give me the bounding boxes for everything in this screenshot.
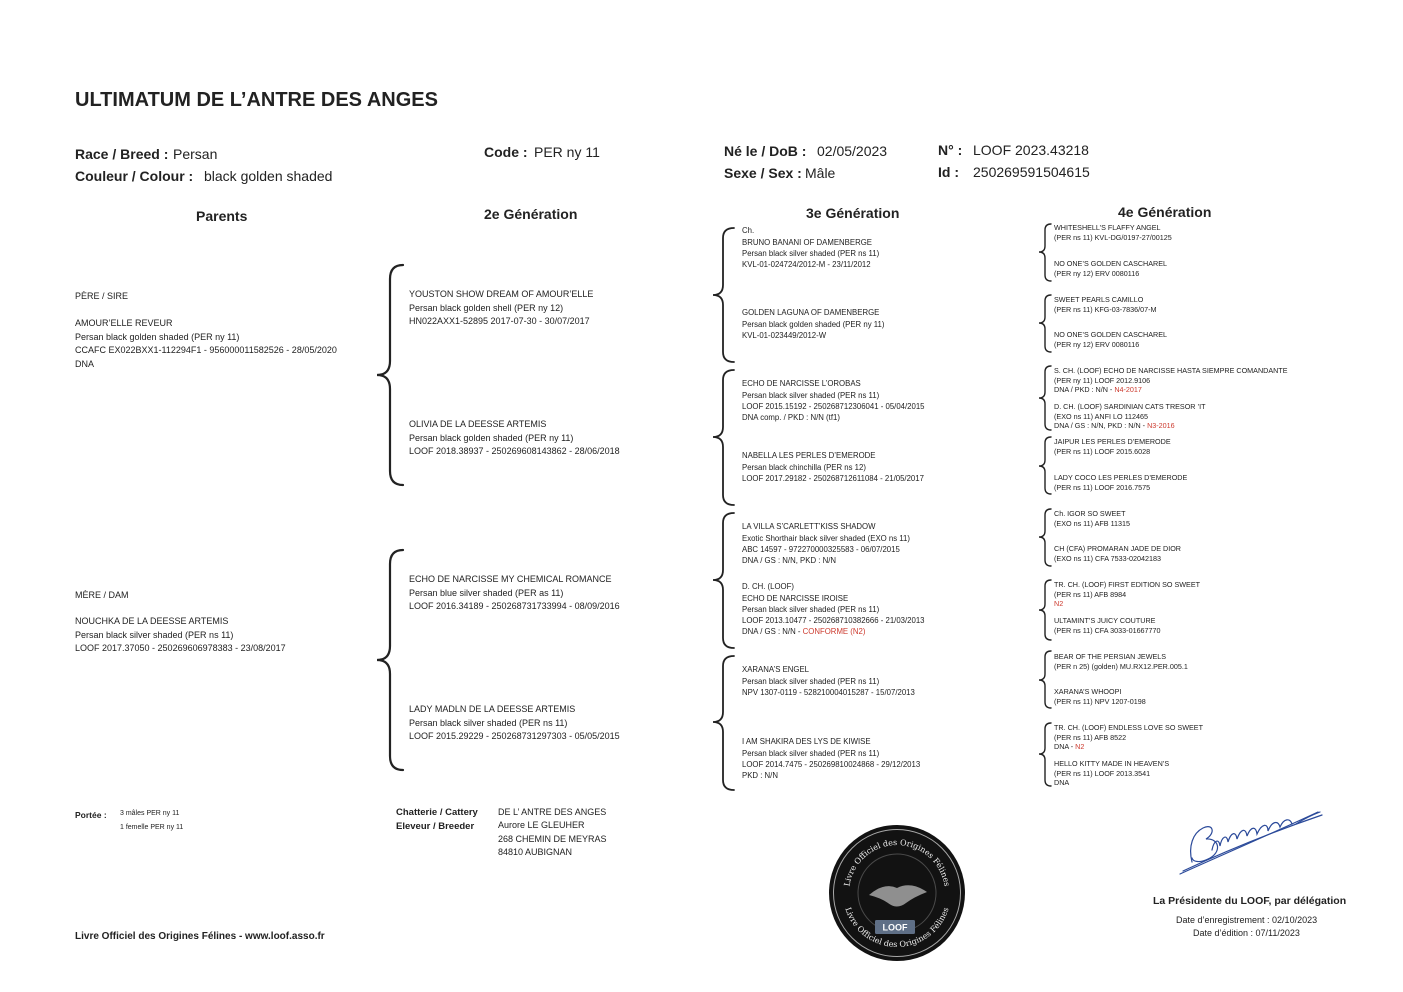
pedigree-line: NABELLA LES PERLES D’EMERODE — [742, 451, 876, 461]
registration-date: Date d’enregistrement : 02/10/2023 — [1176, 914, 1318, 925]
pedigree-line: TR. CH. (LOOF) FIRST EDITION SO SWEET — [1054, 580, 1201, 590]
gen3-entry — [742, 736, 920, 781]
pedigree-line: (PER ns 11) KVL-DG/0197-27/00125 — [1054, 232, 1172, 242]
pedigree-line: CCAFC EX022BXX1-112294F1 - 956000011582526 - 28/05/2020 — [75, 345, 337, 355]
header-generation-4: 4e Génération — [1118, 204, 1212, 220]
pedigree-line — [1054, 421, 1205, 430]
pedigree-line: NO ONE’S GOLDEN CASCHAREL — [1054, 259, 1168, 269]
dna-status-note: CONFORME (N2) — [802, 627, 866, 637]
pedigree-line: (PER ns 11) CFA 3033-01667770 — [1054, 625, 1161, 635]
pedigree-line: Aurore LE GLEUHER — [498, 820, 585, 831]
pedigree-line: LOOF 2018.38937 - 250269608143862 - 28/06/2018 — [409, 446, 620, 456]
bracket — [1039, 580, 1051, 640]
pedigree-line: Persan black golden shaded (PER ny 11) — [409, 432, 574, 443]
signatory-caption: La Présidente du LOOF, par délégation — [1153, 895, 1347, 907]
pedigree-line: Persan black silver shaded (PER ns 11) — [409, 717, 568, 728]
gen3-entry — [742, 378, 925, 423]
pedigree-line: CH (CFA) PROMARAN JADE DE DIOR — [1054, 544, 1181, 554]
gen3-entry — [742, 307, 884, 341]
bracket — [713, 228, 734, 362]
pedigree-line: (PER ny 12) ERV 0080116 — [1054, 339, 1140, 349]
bracket — [1039, 437, 1051, 494]
sex-label: Sexe / Sex : — [724, 165, 802, 181]
colour-value: black golden shaded — [204, 168, 333, 184]
gen4-entry — [1054, 330, 1167, 348]
pedigree-line: (EXO ns 11) CFA 7533-02042183 — [1054, 553, 1161, 563]
pedigree-line: (PER ns 11) AFB 8984 — [1054, 589, 1127, 599]
edition-date: Date d’édition : 07/11/2023 — [1193, 927, 1300, 938]
pedigree-line: DE L’ ANTRE DES ANGES — [498, 807, 607, 817]
pedigree-line: LOOF 2014.7475 - 250269810024868 - 29/12/2013 — [742, 759, 921, 769]
pedigree-line: (EXO ns 11) AFB 11315 — [1054, 518, 1131, 528]
dna-status-note: N4-2017 — [1114, 384, 1142, 394]
pedigree-line — [1054, 385, 1288, 394]
pedigree-line: SWEET PEARLS CAMILLO — [1054, 295, 1144, 305]
pedigree-line: (PER ns 11) LOOF 2015.6028 — [1054, 446, 1151, 456]
pedigree-line: LOOF 2013.10477 - 250268710382666 - 21/03/2013 — [742, 616, 925, 625]
pedigree-line: Persan black golden shell (PER ny 12) — [409, 302, 564, 313]
pedigree-line: Persan black silver shaded (PER ns 11) — [75, 629, 234, 640]
sire-block — [75, 317, 337, 371]
gen2-entry — [409, 703, 620, 744]
pedigree-line: TR. CH. (LOOF) ENDLESS LOVE SO SWEET — [1054, 723, 1203, 733]
pedigree-line: ECHO DE NARCISSE L’OROBAS — [742, 379, 861, 389]
pedigree-line: Persan black silver shaded (PER ns 11) — [742, 390, 880, 400]
seal-text-bottom: Livre Officiel des Origines Félines — [843, 906, 951, 950]
gen2-entry — [409, 288, 593, 329]
dob-value: 02/05/2023 — [817, 143, 888, 159]
colour-label: Couleur / Colour : — [75, 168, 194, 184]
line-text: DNA - — [1054, 741, 1076, 751]
registration-number-value: LOOF 2023.43218 — [973, 142, 1089, 158]
pedigree-line: Ch. — [742, 226, 755, 236]
code-label: Code : — [484, 144, 528, 160]
pedigree-line: Exotic Shorthair black silver shaded (EXO ns 11) — [742, 533, 910, 543]
header-generation-3: 3e Génération — [806, 205, 900, 221]
pedigree-line: HN022AXX1-52895 2017-07-30 - 30/07/2017 — [409, 316, 590, 326]
pedigree-line: LOOF 2015.29229 - 250268731297303 - 05/05/2015 — [409, 731, 620, 741]
registration-number-label: N° : — [938, 142, 963, 158]
bracket — [713, 370, 734, 505]
pedigree-line: Persan black golden shaded (PER ny 11) — [742, 319, 885, 329]
pedigree-line: D. CH. (LOOF) SARDINIAN CATS TRESOR ’IT — [1054, 402, 1206, 412]
pedigree-line: (PER ns 11) NPV 1207-0198 — [1054, 696, 1146, 706]
breeder-label: Eleveur / Breeder — [396, 821, 475, 832]
loof-seal — [829, 825, 965, 961]
breed-label: Race / Breed : — [75, 146, 169, 162]
header-parents: Parents — [196, 208, 248, 224]
pedigree-line: LOOF 2017.37050 - 250269606978383 - 23/08/2017 — [75, 643, 286, 653]
pedigree-line: Persan black chinchilla (PER ns 12) — [742, 462, 866, 472]
pedigree-line: (PER n 25) (golden) MU.RX12.PER.005.1 — [1054, 661, 1188, 671]
pedigree-line: DNA / GS : N/N, PKD : N/N — [742, 556, 837, 565]
dam-role: MÈRE / DAM — [75, 590, 129, 600]
bracket — [377, 265, 403, 485]
litter-block — [120, 807, 183, 835]
seal-text-top: Livre Officiel des Origines Félines — [842, 837, 952, 888]
gen3-entry — [742, 225, 879, 270]
pedigree-line: GOLDEN LAGUNA OF DAMENBERGE — [742, 308, 880, 318]
pedigree-line: LADY MADLN DE LA DEESSE ARTEMIS — [409, 704, 576, 714]
pedigree-line: JAIPUR LES PERLES D’EMERODE — [1054, 437, 1171, 447]
pedigree-line: I AM SHAKIRA DES LYS DE KIWISE — [742, 737, 871, 747]
pedigree-line: ECHO DE NARCISSE MY CHEMICAL ROMANCE — [409, 574, 612, 584]
gen4-entry — [1054, 616, 1161, 634]
pedigree-line — [742, 626, 925, 637]
pedigree-line: WHITESHELL’S FLAFFY ANGEL — [1054, 223, 1161, 233]
breed-value: Persan — [173, 146, 218, 162]
bracket — [713, 656, 734, 790]
pedigree-line: NO ONE’S GOLDEN CASCHAREL — [1054, 330, 1168, 340]
gen4-entry — [1054, 544, 1181, 562]
pedigree-line: Persan black silver shaded (PER ns 11) — [742, 248, 880, 258]
gen3-entry — [742, 450, 924, 484]
dam-block — [75, 615, 286, 656]
pedigree-line: AMOUR’ELLE REVEUR — [75, 318, 173, 328]
pedigree-line: NPV 1307-0119 - 528210004015287 - 15/07/2013 — [742, 687, 915, 697]
gen2-entry — [409, 418, 620, 459]
bracket — [1039, 509, 1051, 566]
line-text: DNA / GS : N/N, PKD : N/N - — [1054, 420, 1148, 430]
pedigree-line: 1 femelle PER ny 11 — [120, 824, 184, 831]
bracket — [713, 513, 734, 648]
gen4-entry — [1054, 687, 1146, 705]
breeder-block — [498, 806, 607, 860]
gen3-entry — [742, 664, 915, 698]
bracket — [1039, 224, 1051, 281]
pedigree-line: BRUNO BANANI OF DAMENBERGE — [742, 237, 872, 247]
litter-label: Portée : — [75, 810, 107, 820]
chip-id-label: Id : — [938, 164, 959, 180]
pedigree-line: Persan black silver shaded (PER ns 11) — [742, 748, 880, 758]
pedigree-line: Persan black golden shaded (PER ny 11) — [75, 331, 240, 342]
pedigree-line: (PER ns 11) AFB 8522 — [1054, 732, 1127, 742]
dna-status-note: N2 — [1075, 741, 1085, 751]
gen4-entry — [1054, 366, 1288, 394]
cattery-labels — [396, 806, 478, 834]
pedigree-line: OLIVIA DE LA DEESSE ARTEMIS — [409, 419, 547, 429]
pedigree-line: Ch. IGOR SO SWEET — [1054, 509, 1126, 519]
seal-graphic — [829, 825, 965, 961]
bracket — [1039, 723, 1051, 786]
pedigree-line: DNA comp. / PKD : N/N (tf1) — [742, 413, 840, 422]
pedigree-line — [1054, 599, 1200, 608]
pedigree-line: (EXO ns 11) ANFI LO 112465 — [1054, 411, 1149, 421]
pedigree-line: D. CH. (LOOF) — [742, 582, 794, 592]
bracket — [1039, 295, 1051, 352]
pedigree-line: KVL-01-024724/2012-M - 23/11/2012 — [742, 260, 871, 269]
loof-logo: LOOF — [882, 922, 908, 933]
pedigree-line: ABC 14597 - 972270000325583 - 06/07/2015 — [742, 544, 900, 554]
footer-text: Livre Officiel des Origines Félines - www.loof.asso.fr — [75, 931, 325, 942]
gen4-entry — [1054, 223, 1172, 241]
pedigree-line: LOOF 2016.34189 - 250268731733994 - 08/09/2016 — [409, 601, 620, 611]
gen4-entry — [1054, 580, 1200, 608]
pedigree-line: Persan black silver shaded (PER ns 11) — [742, 676, 880, 686]
pedigree-line: (PER ny 11) LOOF 2012.9106 — [1054, 375, 1151, 385]
pedigree-line: S. CH. (LOOF) ECHO DE NARCISSE HASTA SIEMPRE COMANDANTE — [1054, 366, 1288, 376]
bracket — [1039, 366, 1051, 430]
gen4-entry — [1054, 509, 1130, 527]
pedigree-line: PKD : N/N — [742, 771, 778, 780]
gen4-entry — [1054, 473, 1187, 491]
pedigree-line: (PER ns 11) LOOF 2016.7575 — [1054, 482, 1151, 492]
pedigree-line: (PER ns 11) LOOF 2013.3541 — [1054, 768, 1151, 778]
chip-id-value: 250269591504615 — [973, 164, 1090, 180]
gen4-entry — [1054, 402, 1205, 430]
pedigree-line: YOUSTON SHOW DREAM OF AMOUR’ELLE — [409, 289, 594, 299]
pedigree-line: KVL-01-023449/2012-W — [742, 330, 827, 340]
gen4-entry — [1054, 652, 1188, 670]
page-title: ULTIMATUM DE L’ANTRE DES ANGES — [75, 89, 438, 111]
bracket — [1039, 651, 1051, 708]
pedigree-line: (PER ny 12) ERV 0080116 — [1054, 268, 1140, 278]
gen3-entry — [742, 521, 910, 566]
dna-status-note: N2 — [1054, 598, 1064, 608]
sex-value: Mâle — [805, 165, 836, 181]
line-text: DNA / GS : N/N - — [742, 627, 803, 637]
pedigree-line: Persan black silver shaded (PER ns 11) — [742, 604, 880, 614]
pedigree-line: LOOF 2015.15192 - 250268712306041 - 05/04/2015 — [742, 401, 925, 411]
line-text: DNA / PKD : N/N - — [1054, 384, 1115, 394]
sire-role: PÈRE / SIRE — [75, 291, 129, 301]
gen4-entry — [1054, 259, 1167, 277]
gen2-entry — [409, 573, 620, 614]
pedigree-line: DNA — [75, 358, 95, 369]
cattery-label: Chatterie / Cattery — [396, 807, 478, 818]
gen4-entry — [1054, 437, 1171, 455]
pedigree-line: LOOF 2017.29182 - 250268712611084 - 21/05/2017 — [742, 473, 924, 483]
gen4-entry — [1054, 295, 1157, 313]
pedigree-line: DNA — [1054, 777, 1070, 787]
pedigree-line: ECHO DE NARCISSE IROISE — [742, 593, 849, 603]
gen4-entry — [1054, 723, 1203, 751]
header-generation-2: 2e Génération — [484, 206, 578, 222]
pedigree-line: BEAR OF THE PERSIAN JEWELS — [1054, 652, 1167, 662]
pedigree-line: XARANA’S ENGEL — [742, 665, 810, 675]
dna-status-note: N3-2016 — [1147, 420, 1175, 430]
pedigree-line: 84810 AUBIGNAN — [498, 847, 573, 858]
pedigree-line: NOUCHKA DE LA DEESSE ARTEMIS — [75, 616, 229, 626]
pedigree-line: LA VILLA S’CARLETT’KISS SHADOW — [742, 522, 876, 532]
pedigree-line: XARANA’S WHOOPI — [1054, 687, 1122, 697]
gen4-entry — [1054, 759, 1169, 787]
pedigree-line — [1054, 742, 1203, 751]
pedigree-line: LADY COCO LES PERLES D’EMERODE — [1054, 473, 1188, 483]
pedigree-line: Persan blue silver shaded (PER as 11) — [409, 587, 564, 598]
bracket — [377, 550, 403, 770]
pedigree-line: (PER ns 11) KFG-03-7836/07-M — [1054, 304, 1157, 314]
code-value: PER ny 11 — [534, 144, 600, 160]
dob-label: Né le / DoB : — [724, 143, 807, 159]
pedigree-line: ULTAMINT’S JUICY COUTURE — [1054, 616, 1156, 626]
gen3-entry — [742, 581, 925, 637]
signature — [1180, 812, 1322, 874]
pedigree-line: HELLO KITTY MADE IN HEAVEN’S — [1054, 759, 1170, 769]
pedigree-line: 3 mâles PER ny 11 — [120, 810, 180, 817]
pedigree-line: 268 CHEMIN DE MEYRAS — [498, 833, 607, 844]
